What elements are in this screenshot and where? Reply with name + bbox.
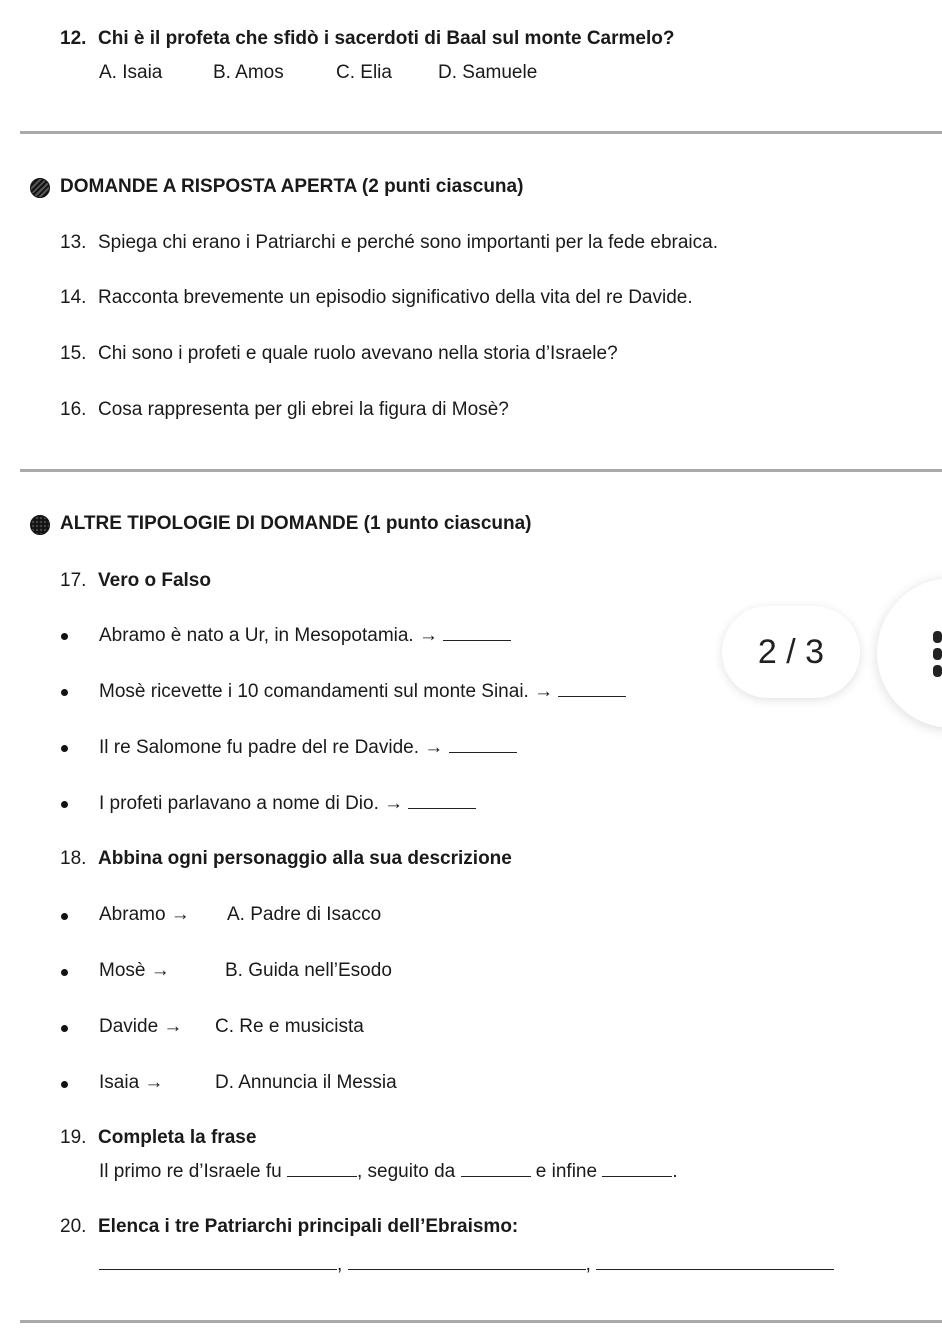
bullet: [61, 633, 68, 640]
q12-option-c: C. Elia: [336, 62, 392, 83]
question-text: Spiega chi erano i Patriarchi e perché sono importanti per la fede ebraica.: [98, 232, 718, 253]
separator: ,: [585, 1254, 591, 1275]
answer-blank[interactable]: [602, 1162, 672, 1177]
bullet: [61, 913, 68, 920]
bullet: [61, 801, 68, 808]
bullet: [61, 1081, 68, 1088]
question-number: 18.: [60, 848, 87, 869]
question-text: Chi sono i profeti e quale ruolo avevano nella storia d’Israele?: [98, 343, 618, 364]
question-number: 12.: [60, 28, 87, 49]
question-number: 15.: [60, 343, 87, 364]
answer-blank[interactable]: [596, 1255, 834, 1270]
question-number: 16.: [60, 399, 87, 420]
question-text: Racconta brevemente un episodio significativo della vita del re Davide.: [98, 287, 693, 308]
true-false-item: [99, 625, 511, 647]
sentence-part: , seguito da: [356, 1161, 456, 1182]
question-15: [60, 343, 618, 365]
question-number: 19.: [60, 1127, 87, 1148]
match-left: Mosè →: [99, 960, 170, 981]
question-19: [60, 1127, 256, 1149]
question-18: [60, 848, 512, 870]
match-right: C. Re e musicista: [215, 1016, 364, 1037]
item-text: Il re Salomone fu padre del re Davide. →: [99, 737, 444, 758]
answer-blank[interactable]: [287, 1162, 357, 1177]
answer-blank[interactable]: [443, 626, 511, 641]
bullet: [61, 745, 68, 752]
item-text: Abramo è nato a Ur, in Mesopotamia. →: [99, 625, 438, 646]
question-title: Elenca i tre Patriarchi principali dell’Ebraismo:: [98, 1216, 519, 1237]
grip-icon: [933, 665, 942, 677]
question-number: 17.: [60, 570, 87, 591]
question-title: Completa la frase: [98, 1127, 257, 1148]
match-left: Davide →: [99, 1016, 183, 1037]
question-number: 13.: [60, 232, 87, 253]
page-indicator: [722, 606, 860, 698]
q12-option-b: B. Amos: [213, 62, 284, 83]
section-bullet-icon: [30, 515, 50, 535]
match-left: Isaia →: [99, 1072, 164, 1093]
answer-blank[interactable]: [558, 682, 626, 697]
question-14: [60, 287, 693, 309]
question-text: Chi è il profeta che sfidò i sacerdoti di Baal sul monte Carmelo?: [98, 28, 675, 49]
match-right: A. Padre di Isacco: [227, 904, 382, 925]
question-number: 20.: [60, 1216, 87, 1237]
grip-icon: [933, 648, 942, 660]
divider: [20, 131, 942, 134]
question-title: Vero o Falso: [98, 570, 211, 591]
question-17: [60, 570, 211, 592]
answer-blank[interactable]: [461, 1162, 531, 1177]
true-false-item: [99, 681, 626, 703]
grip-icon: [933, 631, 942, 643]
bullet: [61, 1025, 68, 1032]
divider: [20, 469, 942, 472]
answer-blank[interactable]: [449, 738, 517, 753]
question-text: Cosa rappresenta per gli ebrei la figura di Mosè?: [98, 399, 509, 420]
match-right: D. Annuncia il Messia: [215, 1072, 397, 1093]
q12-option-d: D. Samuele: [438, 62, 538, 83]
question-16: [60, 399, 509, 421]
sentence-part: Il primo re d’Israele fu: [99, 1161, 282, 1182]
section-title-other: ALTRE TIPOLOGIE DI DOMANDE (1 punto ciascuna): [60, 513, 532, 534]
fill-in-sentence: [99, 1161, 678, 1183]
question-12: [60, 28, 674, 50]
patriarchs-answer-line: [99, 1254, 834, 1276]
question-number: 14.: [60, 287, 87, 308]
q12-option-a: A. Isaia: [99, 62, 163, 83]
item-text: Mosè ricevette i 10 comandamenti sul monte Sinai. →: [99, 681, 554, 702]
sentence-part: .: [672, 1161, 678, 1182]
page-indicator-text: 2 / 3: [757, 632, 825, 671]
bullet: [61, 689, 68, 696]
true-false-item: [99, 793, 476, 815]
answer-blank[interactable]: [99, 1255, 337, 1270]
match-left: Abramo →: [99, 904, 190, 925]
section-title-open: DOMANDE A RISPOSTA APERTA (2 punti ciascuna): [60, 176, 524, 197]
match-right: B. Guida nell’Esodo: [225, 960, 392, 981]
sentence-part: e infine: [535, 1161, 598, 1182]
separator: ,: [337, 1254, 343, 1275]
true-false-item: [99, 737, 517, 759]
answer-blank[interactable]: [408, 794, 476, 809]
section-bullet-icon: [30, 178, 50, 198]
question-20: [60, 1216, 518, 1238]
question-13: [60, 232, 718, 254]
bullet: [61, 969, 68, 976]
question-title: Abbina ogni personaggio alla sua descrizione: [98, 848, 512, 869]
item-text: I profeti parlavano a nome di Dio. →: [99, 793, 404, 814]
divider: [20, 1320, 942, 1323]
answer-blank[interactable]: [348, 1255, 586, 1270]
